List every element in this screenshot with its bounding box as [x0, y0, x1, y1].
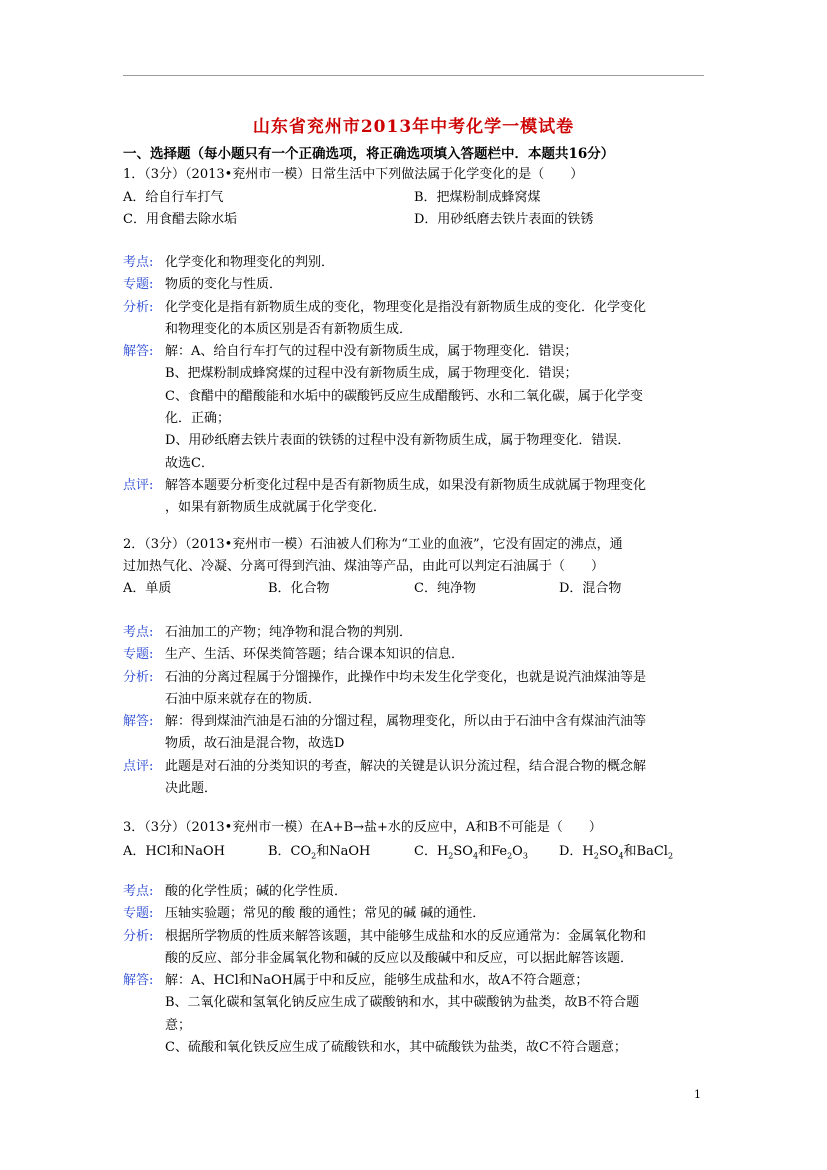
q2-option-c: C．纯净物 [414, 581, 476, 596]
q1-option-d: D．用砂纸磨去铁片表面的铁锈 [414, 212, 594, 227]
section-heading: 一、选择题（每小题只有一个正确选项，将正确选项填入答题栏中．本题共16分） [123, 146, 615, 162]
q1-jieda: 解：A、给自行车打气的过程中没有新物质生成，属于物理变化．错误； B、把煤粉制成蜂窝煤的过程中没有新物质生成，属于物理变化．错误； C、食醋中的醋酸能和水垢中的碳酸钙反应生成醋酸钙、水和二氧化碳，属于化学变 化．正确； D、用砂纸磨去铁片表面的铁锈的过程中没有新物质生成，属于物理变化．错误． 故选C． [165, 344, 643, 471]
q2-zhuanti: 生产、生活、环保类简答题；结合课本知识的信息． [165, 647, 465, 663]
q3-option-a: A．HCl和NaOH [123, 844, 225, 859]
dianping-label: 点评: [123, 477, 154, 493]
q3-fenxi: 根据所学物质的性质来解答该题，其中能够生成盐和水的反应通常为：金属氧化物和 酸的反应、部分非金属氧化物和碱的反应以及酸碱中和反应，可以据此解答该题． [165, 928, 647, 966]
q1-option-b: B．把煤粉制成蜂窝煤 [414, 190, 541, 205]
jieda-label: 解答: [123, 344, 154, 360]
q1-zhuanti: 物质的变化与性质． [165, 277, 283, 293]
q3-option-d: D．$H_2SO_4$和BaCl$_2$ [559, 844, 674, 861]
kaodian-label: 考点: [123, 884, 154, 899]
zhuanti-label: 专题: [123, 647, 154, 663]
zhuanti-label: 专题: [123, 277, 154, 293]
q2-option-d: D．混合物 [559, 581, 622, 596]
q2-stem-line2: 过加热气化、冷凝、分离可得到汽油、煤油等产品，由此可以判定石油属于（ ） [123, 559, 605, 574]
q3-kaodian: 酸的化学性质；碱的化学性质． [165, 884, 348, 899]
q2-dianping: 此题是对石油的分类知识的考查，解决的关键是认识分流过程，结合混合物的概念解 决此题． [165, 758, 647, 797]
jieda-label: 解答: [123, 714, 154, 730]
q3-stem: 3．（3分）（2013•兖州市一模）在A+B→盐+水的反应中，A和B不可能是（ ） [123, 820, 602, 835]
q1-kaodian: 化学变化和物理变化的判别． [165, 255, 335, 270]
q1-option-a: A．给自行车打气 [123, 190, 224, 205]
q2-jieda: 解：得到煤油汽油是石油的分馏过程，属物理变化，所以由于石油中含有煤油汽油等 物质，故石油是混合物，故选D [165, 714, 647, 752]
q1-fenxi: 化学变化是指有新物质生成的变化，物理变化是指没有新物质生成的变化．化学变化 和物理变化的本质区别是否有新物质生成． [165, 299, 647, 337]
q2-stem-line1: 2．（3分）（2013•兖州市一模）石油被人们称为“工业的血液”，它没有固定的沸点，通 [123, 537, 623, 552]
q3-zhuanti: 压轴实验题；常见的酸 酸的通性；常见的碱 碱的通性． [165, 906, 486, 922]
fenxi-label: 分析: [123, 299, 154, 315]
q1-analysis [123, 252, 713, 520]
jieda-label: 解答: [123, 973, 154, 989]
q3-jieda: 解：A、HCl和NaOH属于中和反应，能够生成盐和水，故A不符合题意； B、二氧化碳和氢氧化钠反应生成了碳酸钠和水，其中碳酸钠为盐类，故B不符合题 意； C、硫酸和氧化铁反应生成了硫酸铁和水，其中硫酸铁为盐类，故C不符合题意； [165, 973, 640, 1056]
q2-option-a: A．单质 [123, 581, 172, 596]
zhuanti-label: 专题: [123, 906, 154, 922]
q1-dianping: 解答本题要分析变化过程中是否有新物质生成，如果没有新物质生成就属于物理变化 ，如果有新物质生成就属于化学变化． [165, 477, 647, 516]
dianping-label: 点评: [123, 758, 154, 774]
fenxi-label: 分析: [123, 669, 154, 685]
page-title: 山东省兖州市2013年中考化学一模试卷 [252, 117, 575, 137]
kaodian-label: 考点: [123, 625, 154, 640]
q3-option-b: B．$CO_2$和NaOH [268, 844, 371, 861]
header-rule [123, 75, 704, 76]
q2-analysis [123, 622, 713, 800]
q3-analysis [123, 881, 713, 1059]
kaodian-label: 考点: [123, 255, 154, 270]
q3-option-c: C．$H_2SO_4$和$Fe_2O_3$ [414, 844, 528, 861]
q1-stem: 1．（3分）（2013•兖州市一模）日常生活中下列做法属于化学变化的是（ ） [123, 167, 584, 182]
q1-option-c: C．用食醋去除水垢 [123, 212, 237, 227]
q2-fenxi: 石油的分离过程属于分馏操作，此操作中均未发生化学变化，也就是说汽油煤油等是 石油中原来就存在的物质． [165, 669, 647, 707]
page-number: 1 [694, 1088, 701, 1101]
fenxi-label: 分析: [123, 928, 154, 944]
q2-option-b: B．化合物 [268, 581, 330, 596]
q2-kaodian: 石油加工的产物；纯净物和混合物的判别． [165, 625, 413, 640]
